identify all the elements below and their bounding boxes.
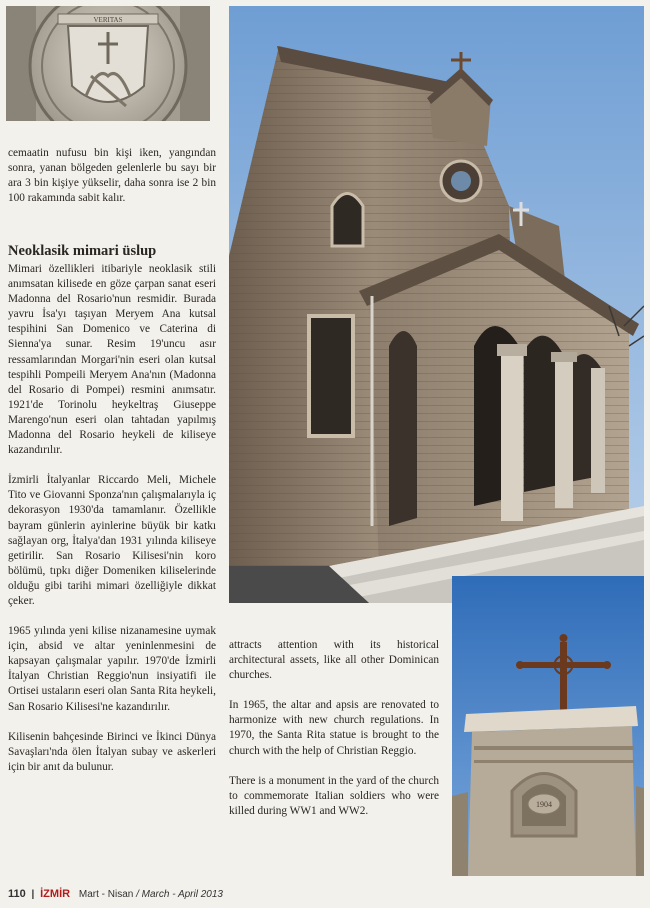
page-number: 110 bbox=[8, 888, 26, 900]
issue-en: / March - April 2013 bbox=[136, 889, 223, 900]
tr-paragraph-1: Mimari özellikleri itibariyle neoklasik stili anımsatan kilisede en göze çarpan sanat eseri Madonna del Rosario'nun resmidir. Burada yavru İsa'yı taşıyan Meryem Ana kutsal tespihini San Domenico ve Caterina di Sienna'ya sunar. Resim 19'uncu asır ressamlarından Morgari'nin eseri olan kutsal tespihli Pompeili Meryem Ana'nın (Madonna del Rosario di Pompei) resmini anımsatır. 1921'de Torinolu heykeltraş Giuseppe Marengo'nun eseri olan tahtadan yapılmış Madonna del Rosario heykeli de kiliseye kazandırılır. bbox=[8, 263, 216, 457]
church-facade-photo bbox=[229, 6, 644, 603]
en-paragraph-1: attracts attention with its historical architectural assets, like all other Dominican churches. bbox=[229, 639, 439, 682]
en-paragraph-3: There is a monument in the yard of the church to commemorate Italian soldiers who were killed during WW1 and WW2. bbox=[229, 774, 439, 817]
church-cross-photo bbox=[452, 576, 644, 876]
seal-inscription: VERITAS bbox=[93, 16, 123, 24]
en-paragraph-2: In 1965, the altar and apsis are renovated to harmonize with new church regulations. In 1970, the Santa Rita statue is brought to the church with the help of Christian Reggio. bbox=[229, 699, 439, 757]
seal-relief-photo bbox=[6, 6, 210, 121]
tr-paragraph-2: İzmirli İtalyanlar Riccardo Meli, Michele Tito ve Giovanni Sponza'nın çalışmalarıyla iç dekorasyon 1930'da tamamlanır. Özellikle bayram günlerin ayinlerine büyük bir katkı sağlayan org, İtalya'dan 1931 yılında kiliseye getirilir. San Rosario Kilisesi'nin koro bölümü, tıpkı diğer Domeniken kiliselerinde olduğu gibi tarihi mimari özelliğiyle dikkat çeker. bbox=[8, 474, 216, 607]
magazine-name: İZMİR bbox=[40, 888, 71, 900]
section-heading: Neoklasik mimari üslup bbox=[8, 243, 157, 259]
footer-separator: | bbox=[31, 889, 35, 900]
tr-text-main bbox=[8, 242, 216, 790]
tr-text-top bbox=[8, 146, 216, 221]
tr-paragraph-top: cemaatin nufusu bin kişi iken, yangından sonra, yanan bölgeden gelenlerle bu sayı bir ara 3 bin kişiye yükselir, daha sonra ise 2 bin 100 rakamında sabit kalır. bbox=[8, 147, 216, 205]
tr-paragraph-3: 1965 yılında yeni kilise nizanamesine uymak için, absid ve altar yeninlenmesini de kapsayan çalışmalar yapılır. 1970'de İzmirli İtalyan Christian Reggio'nun insiyatifi ile Ortisei ustaların eseri olan Santa Rita heykeli, San Rosario Kilisesi'ne kazandırılır. bbox=[8, 625, 216, 713]
issue-tr: Mart - Nisan bbox=[78, 889, 134, 900]
page-footer bbox=[8, 888, 223, 900]
en-text-column bbox=[229, 638, 439, 834]
tr-paragraph-4: Kilisenin bahçesinde Birinci ve İkinci Dünya Savaşları'nda ölen İtalyan subay ve askerleri için bir anıt da bulunur. bbox=[8, 730, 216, 773]
church-plaque-year: 1904 bbox=[536, 800, 552, 809]
